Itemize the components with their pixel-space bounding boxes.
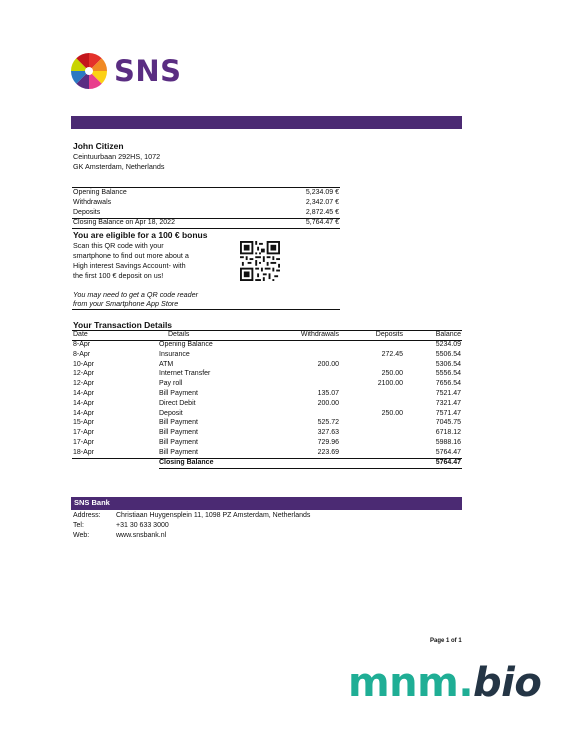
header-bar [71,116,462,129]
footer-address-label: Address: [73,512,101,519]
transactions-title: Your Transaction Details [73,320,173,330]
transaction-balance: 5988.16 [435,439,461,446]
header-deposits: Deposits [375,331,403,338]
transaction-details: Bill Payment [159,429,198,437]
bonus-bottom-rule [72,309,340,310]
summary-label: Opening Balance [73,189,127,196]
transaction-deposit: 2100.00 [377,380,403,388]
transaction-row [73,410,461,420]
customer-address-line2: GK Amsterdam, Netherlands [73,162,165,171]
summary-label: Closing Balance on Apr 18, 2022 [73,219,175,226]
summary-label: Deposits [73,209,101,216]
transaction-details: Bill Payment [159,448,198,456]
transaction-row [73,390,461,400]
footer-bar [71,497,462,510]
transaction-balance: 5556.54 [435,370,461,378]
transaction-balance: 5506.54 [435,350,461,358]
transaction-deposit: 272.45 [381,350,403,358]
transaction-row [73,361,461,371]
transaction-date: 10-Apr [73,360,95,368]
transaction-withdrawal: 200.00 [317,360,339,368]
transaction-deposit: 250.00 [381,370,403,378]
transaction-date: 14-Apr [73,409,95,417]
transaction-withdrawal: 200.00 [317,399,339,407]
transaction-details: Opening Balance [159,341,213,348]
transaction-details: Direct Debit [159,399,196,407]
transaction-date: 12-Apr [73,380,95,388]
transaction-details: Bill Payment [159,390,198,397]
closing-balance-label: Closing Balance [159,459,214,466]
transaction-balance: 7521.47 [435,390,461,397]
transaction-date: 8-Apr [73,341,91,348]
footer-web-link[interactable]: www.snsbank.nl [116,532,167,539]
closing-underline [159,468,462,469]
transaction-details: ATM [159,360,174,368]
transaction-details: Bill Payment [159,419,198,427]
transaction-details: Bill Payment [159,439,198,446]
bonus-text-line2: smartphone to find out more about a [73,251,189,260]
bonus-text-line1: Scan this QR code with your [73,241,164,250]
header-withdrawals: Withdrawals [300,331,339,338]
transaction-date: 12-Apr [73,370,95,378]
bonus-title: You are eligible for a 100 € bonus [73,230,208,240]
header-details: Details [168,331,190,338]
header-balance: Balance [435,331,461,338]
sns-logo-icon [70,52,108,90]
summary-row-closing [73,219,339,226]
transaction-row [73,400,461,410]
transaction-balance: 7321.47 [435,399,461,407]
sns-logo-text: SNS [114,54,182,88]
transaction-withdrawal: 729.96 [317,439,339,446]
transaction-date: 17-Apr [73,429,95,437]
transaction-row [73,439,461,449]
transaction-withdrawal: 223.69 [317,448,339,456]
transaction-details: Pay roll [159,380,183,388]
transaction-balance: 5764.47 [435,448,461,456]
transaction-date: 14-Apr [73,390,95,397]
transaction-balance: 5306.54 [435,360,461,368]
sns-logo [70,51,182,91]
transaction-deposit: 250.00 [381,409,403,417]
transaction-balance: 6718.12 [435,429,461,437]
watermark-part2: bio [473,660,542,706]
transaction-details: Internet Transfer [159,370,211,378]
summary-label: Withdrawals [73,199,112,206]
closing-balance-value: 5764.47 [435,459,461,466]
transaction-row [73,341,461,351]
transaction-date: 15-Apr [73,419,95,427]
header-date: Date [73,331,88,338]
watermark-part1: mnm. [348,660,474,706]
transaction-date: 14-Apr [73,399,95,407]
transaction-date: 8-Apr [73,350,91,358]
footer-bank-name: SNS Bank [74,498,110,507]
footer-address-value: Christiaan Huygensplein 11, 1098 PZ Amsterdam, Netherlands [116,512,311,519]
footer-tel-label: Tel: [73,522,84,529]
transaction-date: 17-Apr [73,439,95,446]
summary-value: 5,764.47 € [305,219,339,226]
bonus-note-line1: You may need to get a QR code reader [73,290,199,299]
transaction-withdrawal: 327.63 [317,429,339,437]
transaction-balance: 7571.47 [435,409,461,417]
qr-code[interactable] [240,241,280,281]
summary-row [73,209,339,216]
transaction-row [73,419,461,429]
footer-web-label: Web: [73,532,90,539]
transaction-row [73,380,461,390]
transaction-balance: 7045.75 [435,419,461,427]
bonus-text-line4: the first 100 € deposit on us! [73,271,164,280]
transaction-row [73,351,461,361]
watermark [348,660,541,706]
bonus-note-line2: from your Smartphone App Store [73,299,179,308]
summary-row [73,189,339,196]
transaction-balance: 7656.54 [435,380,461,388]
transaction-details: Deposit [159,409,183,417]
transaction-details: Insurance [159,350,190,358]
page-number: Page 1 of 1 [430,638,462,644]
customer-name: John Citizen [73,141,124,151]
transaction-withdrawal: 135.07 [317,390,339,397]
transaction-withdrawal: 525.72 [317,419,339,427]
transaction-balance: 5234.09 [435,341,461,348]
footer-tel-value: +31 30 633 3000 [116,522,169,529]
summary-row [73,199,339,206]
customer-address-line1: Ceintuurbaan 292HS, 1072 [73,152,161,161]
transaction-row [73,370,461,380]
bonus-text-line3: High interest Savings Account- with [73,261,186,270]
summary-value: 2,342.07 € [305,199,339,206]
transaction-row [73,429,461,439]
transaction-date: 18-Apr [73,448,95,456]
summary-value: 5,234.09 € [305,189,339,196]
summary-value: 2,872.45 € [305,209,339,216]
